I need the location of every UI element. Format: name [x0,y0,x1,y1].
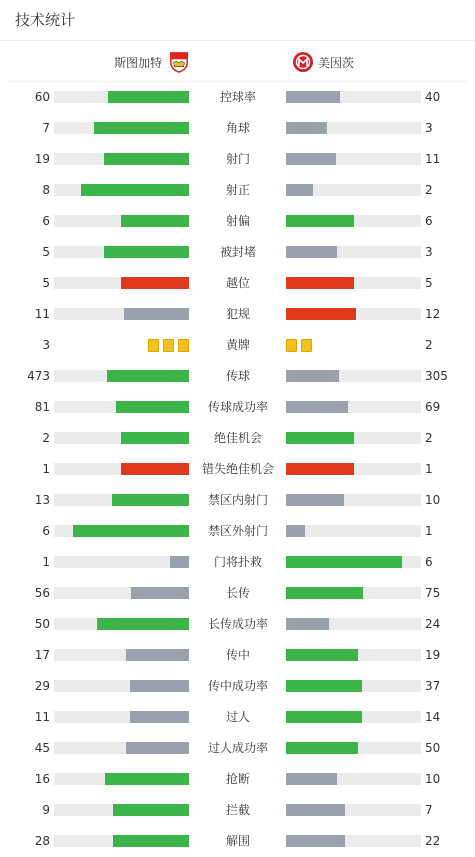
home-yellow-cards [148,339,189,351]
home-stat-value: 17 [34,648,50,662]
away-bar-fill [286,277,354,289]
home-stat-value: 19 [34,152,50,166]
home-stat-value: 11 [34,307,50,321]
away-bar-fill [286,835,345,847]
home-bar-fill [104,246,189,258]
stat-label: 过人 [225,710,250,724]
home-bar-track [54,246,189,258]
home-stat-value: 13 [34,493,50,507]
away-bar-track [286,494,421,506]
away-bar-track [286,184,421,196]
home-stat-value: 56 [34,586,50,600]
home-bar-track [54,184,189,196]
section-title: 技术统计 [15,11,76,29]
stat-label: 传中成功率 [207,679,268,693]
home-stat-value: 1 [42,462,50,476]
home-stat-value: 28 [34,834,50,848]
away-bar-fill [286,804,345,816]
stat-row [0,391,475,422]
home-bar-track [54,494,189,506]
home-bar-fill [104,153,189,165]
stat-row [0,112,475,143]
home-bar-track [54,773,189,785]
stat-label: 长传成功率 [207,617,268,631]
away-bar-fill [286,587,363,599]
stat-label: 控球率 [219,90,256,104]
stat-label: 犯规 [225,307,250,321]
away-bar-track [286,711,421,723]
home-team-name: 斯图加特 [114,55,163,70]
away-bar-track [286,742,421,754]
home-bar-track [54,649,189,661]
away-bar-track [286,401,421,413]
stat-row [0,267,475,298]
home-stat-value: 7 [42,121,50,135]
away-bar-fill [286,711,362,723]
home-stat-value: 45 [34,741,50,755]
stat-row [0,453,475,484]
stat-label: 传球 [225,369,250,383]
home-bar-fill [126,742,189,754]
yellow-card-icon [178,339,189,352]
home-bar-fill [130,680,189,692]
away-bar-track [286,649,421,661]
stat-label: 过人成功率 [207,741,268,755]
stat-row [0,360,475,391]
away-bar-fill [286,525,305,537]
away-bar-fill [286,742,358,754]
home-stat-value: 1 [42,555,50,569]
home-bar-track [54,432,189,444]
home-stat-value: 5 [42,276,50,290]
away-stat-value: 24 [425,617,441,631]
home-stat-value: 6 [42,214,50,228]
away-stat-value: 19 [425,648,441,662]
stat-label: 门将扑救 [213,555,262,569]
stat-label: 传球成功率 [207,400,268,414]
away-stat-value: 1 [425,462,433,476]
away-stat-value: 40 [425,90,441,104]
stat-row [0,205,475,236]
stat-label: 抢断 [225,772,250,786]
home-bar-track [54,587,189,599]
away-bar-track [286,618,421,630]
away-stat-value: 37 [425,679,441,693]
away-stat-value: 3 [425,245,433,259]
home-bar-fill [81,184,189,196]
away-bar-fill [286,773,337,785]
home-bar-fill [113,804,189,816]
away-stat-value: 11 [425,152,441,166]
stat-label: 错失绝佳机会 [201,462,274,476]
stat-row [0,639,475,670]
home-bar-fill [97,618,189,630]
home-stat-value: 60 [34,90,50,104]
home-bar-track [54,711,189,723]
stat-label: 被封堵 [219,245,256,259]
stat-row [0,825,475,856]
away-stat-value: 10 [425,772,441,786]
yellow-card-icon [148,339,159,352]
away-bar-track [286,835,421,847]
home-bar-track [54,277,189,289]
away-bar-track [286,246,421,258]
home-bar-track [54,215,189,227]
stat-label: 角球 [225,121,250,135]
away-stat-value: 14 [425,710,441,724]
yellow-card-icon [163,339,174,352]
away-bar-track [286,215,421,227]
away-bar-fill [286,153,336,165]
stat-label: 射门 [225,152,250,166]
away-bar-fill [286,370,339,382]
home-bar-fill [113,835,189,847]
yellow-card-icon [286,339,297,352]
home-bar-track [54,742,189,754]
stat-label: 禁区外射门 [207,524,268,538]
away-bar-fill [286,91,340,103]
home-bar-fill [105,773,189,785]
home-stat-value: 2 [42,431,50,445]
home-stat-value: 3 [42,338,50,352]
home-bar-track [54,618,189,630]
away-bar-track [286,122,421,134]
home-bar-track [54,556,189,568]
away-stat-value: 1 [425,524,433,538]
away-bar-fill [286,649,358,661]
away-stat-value: 10 [425,493,441,507]
away-bar-track [286,370,421,382]
away-stat-value: 5 [425,276,433,290]
away-bar-fill [286,432,354,444]
away-bar-track [286,773,421,785]
home-bar-fill [73,525,189,537]
home-bar-fill [170,556,189,568]
away-bar-track [286,153,421,165]
away-bar-fill [286,401,348,413]
mainz-crest-icon [292,51,314,73]
home-bar-track [54,370,189,382]
stat-label: 射偏 [225,214,250,228]
away-bar-fill [286,494,344,506]
home-bar-fill [121,277,189,289]
home-bar-track [54,463,189,475]
stat-label: 越位 [225,276,250,290]
yellow-card-icon [301,339,312,352]
stat-row [0,546,475,577]
away-bar-fill [286,618,329,630]
home-stat-value: 9 [42,803,50,817]
away-stat-value: 69 [425,400,441,414]
stat-label: 长传 [225,586,250,600]
home-bar-track [54,835,189,847]
away-stat-value: 75 [425,586,441,600]
away-bar-fill [286,308,356,320]
stat-row [0,174,475,205]
away-yellow-cards [286,339,312,351]
home-stat-value: 5 [42,245,50,259]
home-bar-fill [121,432,189,444]
home-bar-track [54,680,189,692]
stat-row [0,701,475,732]
home-bar-track [54,804,189,816]
stat-row [0,763,475,794]
away-bar-track [286,556,421,568]
stat-label: 拦截 [225,803,250,817]
away-stat-value: 22 [425,834,441,848]
away-stat-value: 7 [425,803,433,817]
stat-label: 绝佳机会 [213,431,262,445]
away-bar-track [286,680,421,692]
stat-row [0,732,475,763]
away-bar-track [286,587,421,599]
home-bar-fill [116,401,189,413]
away-stat-value: 6 [425,555,433,569]
stat-row [0,298,475,329]
stat-row [0,670,475,701]
away-bar-track [286,804,421,816]
away-stat-value: 2 [425,183,433,197]
stat-row [0,422,475,453]
home-bar-fill [121,215,189,227]
stat-row [0,143,475,174]
home-bar-track [54,153,189,165]
home-stat-value: 29 [34,679,50,693]
home-bar-fill [112,494,189,506]
stuttgart-crest-icon [168,51,190,73]
home-bar-fill [124,308,189,320]
stat-label: 禁区内射门 [207,493,268,507]
away-bar-fill [286,184,313,196]
away-bar-track [286,432,421,444]
away-bar-track [286,91,421,103]
home-bar-track [54,525,189,537]
away-bar-fill [286,556,402,568]
away-stat-value: 2 [425,431,433,445]
home-team[interactable] [114,50,190,74]
stat-label: 解围 [225,834,250,848]
away-stat-value: 2 [425,338,433,352]
stat-row [0,608,475,639]
away-bar-fill [286,246,337,258]
stat-label: 黄牌 [225,338,250,352]
home-stat-value: 6 [42,524,50,538]
home-bar-fill [108,91,189,103]
away-stat-value: 6 [425,214,433,228]
home-bar-track [54,401,189,413]
away-bar-fill [286,463,354,475]
home-stat-value: 11 [34,710,50,724]
home-stat-value: 473 [27,369,50,383]
away-bar-fill [286,680,362,692]
stats-list [0,81,475,856]
stat-row [0,329,475,360]
away-bar-track [286,463,421,475]
home-bar-fill [107,370,189,382]
away-bar-track [286,277,421,289]
away-bar-fill [286,122,327,134]
away-team[interactable] [292,50,354,74]
stat-row [0,236,475,267]
home-stat-value: 81 [34,400,50,414]
away-team-name: 美因茨 [318,55,355,70]
stat-row [0,577,475,608]
home-bar-fill [126,649,189,661]
home-bar-fill [94,122,189,134]
stat-label: 传中 [225,648,250,662]
stat-row [0,81,475,112]
away-stat-value: 305 [425,369,448,383]
stat-label: 射正 [225,183,250,197]
away-stat-value: 12 [425,307,441,321]
away-bar-track [286,308,421,320]
stat-row [0,794,475,825]
home-bar-track [54,308,189,320]
stat-row [0,515,475,546]
home-stat-value: 50 [34,617,50,631]
home-bar-fill [121,463,189,475]
away-bar-fill [286,215,354,227]
home-bar-fill [130,711,189,723]
away-stat-value: 50 [425,741,441,755]
away-bar-track [286,525,421,537]
home-bar-track [54,91,189,103]
divider [0,40,475,41]
stat-row [0,484,475,515]
home-stat-value: 16 [34,772,50,786]
away-stat-value: 3 [425,121,433,135]
home-stat-value: 8 [42,183,50,197]
home-bar-track [54,122,189,134]
home-bar-fill [131,587,189,599]
